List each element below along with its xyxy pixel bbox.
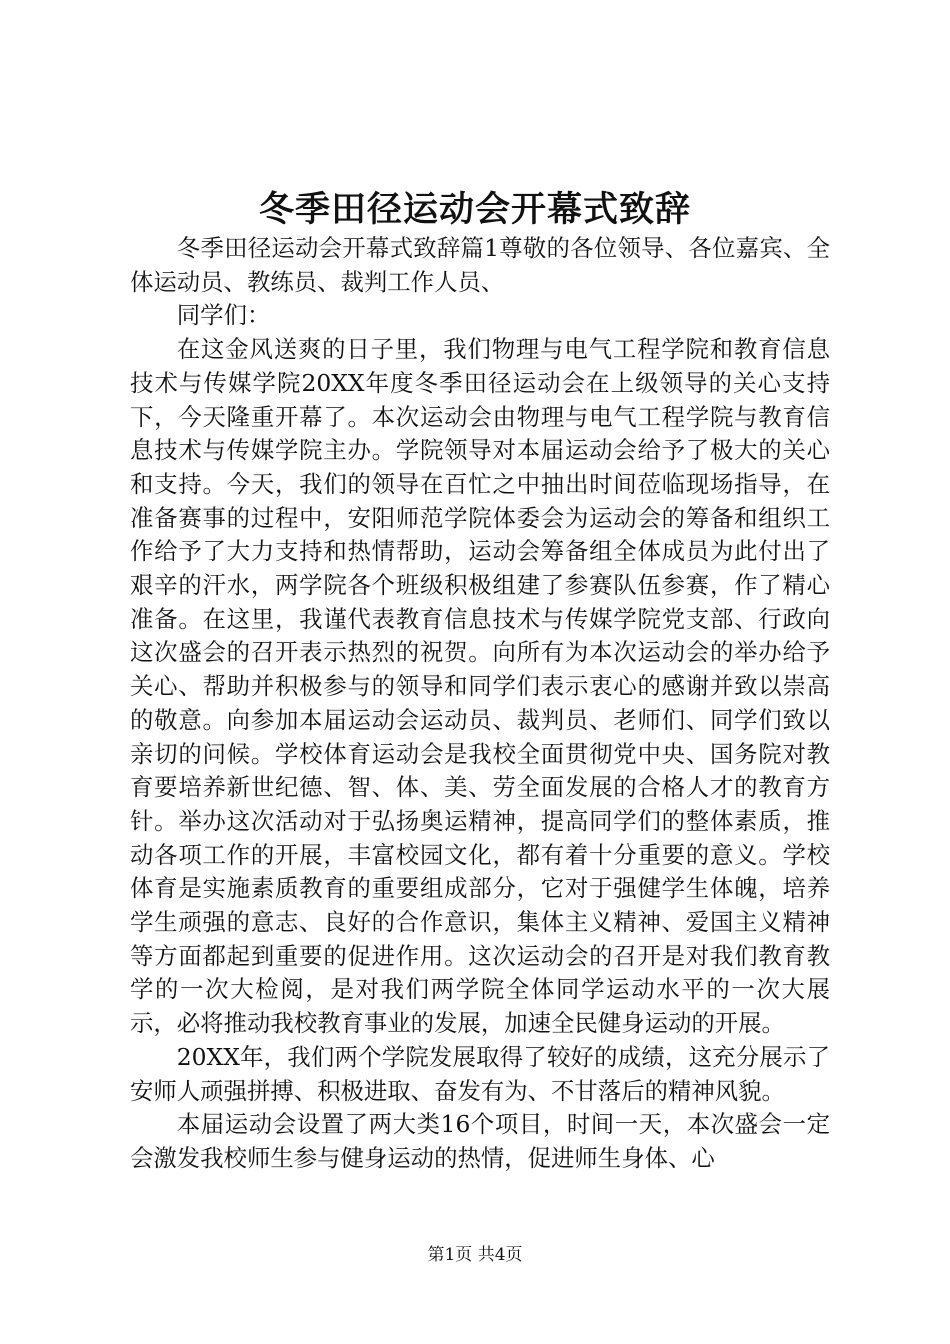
document-body <box>130 232 830 1176</box>
paragraph-achievements: 20XX年，我们两个学院发展取得了较好的成绩，这充分展示了安师人顽强拼搏、积极进取、奋发有为、不甘落后的精神风貌。 <box>130 1042 830 1105</box>
page-footer: 第1页 共4页 <box>427 1245 523 1265</box>
paragraph-main: 在这金风送爽的日子里，我们物理与电气工程学院和教育信息技术与传媒学院20XX年度冬季田径运动会在上级领导的关心支持下，今天隆重开幕了。本次运动会由物理与电气工程学院与教育信息技术与传媒学院主办。学院领导对本届运动会给予了极大的关心和支持。今天，我们的领导在百忙之中抽出时间莅临现场指导，在准备赛事的过程中，安阳师范学院体委会为运动会的筹备和组织工作给予了大力支持和热情帮助，运动会筹备组全体成员为此付出了艰辛的汗水，两学院各个班级积极组建了参赛队伍参赛，作了精心准备。在这里，我谨代表教育信息技术与传媒学院党支部、行政向这次盛会的召开表示热烈的祝贺。向所有为本次运动会的举办给予关心、帮助并积极参与的领导和同学们表示衷心的感谢并致以崇高的敬意。向参加本届运动会运动员、裁判员、老师们、同学们致以亲切的问候。学校体育运动会是我校全面贯彻党中央、国务院对教育要培养新世纪德、智、体、美、劳全面发展的合格人才的教育方针。举办这次活动对于弘扬奥运精神，提高同学们的整体素质，推动各项工作的开展，丰富校园文化，都有着十分重要的意义。学校体育是实施素质教育的重要组成部分，它对于强健学生体魄，培养学生顽强的意志、良好的合作意识，集体主义精神、爱国主义精神等方面都起到重要的促进作用。这次运动会的召开是对我们教育教学的一次大检阅，是对我们两学院全体同学运动水平的一次大展示，必将推动我校教育事业的发展，加速全民健身运动的开展。 <box>130 335 830 1038</box>
paragraph-events: 本届运动会设置了两大类16个项目，时间一天，本次盛会一定会激发我校师生参与健身运动的热情，促进师生身体、心 <box>130 1110 830 1172</box>
document-title: 冬季田径运动会开幕式致辞 <box>258 189 691 230</box>
paragraph-students: 同学们： <box>176 301 271 330</box>
paragraph-greeting: 冬季田径运动会开幕式致辞篇1尊敬的各位领导、各位嘉宾、全体运动员、教练员、裁判工作人员、 <box>130 234 830 296</box>
